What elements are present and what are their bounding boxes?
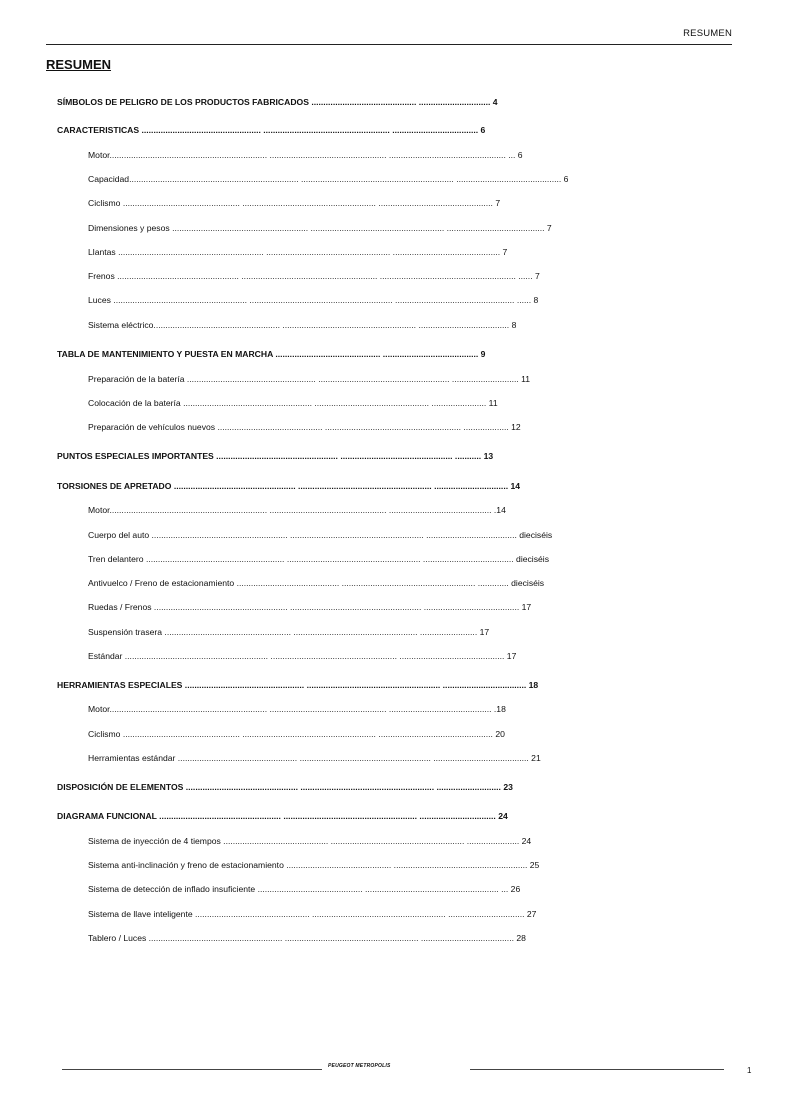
- toc-subsection-entry: Frenos ................................................... ......................................................... ......................................................... ...... 7: [88, 271, 540, 281]
- toc-subsection-entry: Sistema de llave inteligente ................................................ ........................................................ ................................ 27: [88, 909, 537, 919]
- toc-subsection-entry: Ruedas / Frenos ........................................................ ....................................................... ........................................ 17: [88, 602, 532, 612]
- toc-section-entry: DIAGRAMA FUNCIONAL ................................................... ........................................................ ................................ 24: [57, 811, 508, 821]
- toc-subsection-entry: Dimensiones y pesos ......................................................... ........................................................ ......................................... 7: [88, 223, 552, 233]
- toc-section-entry: TABLA DE MANTENIMIENTO Y PUESTA EN MARCHA ............................................ ........................................ 9: [57, 349, 486, 359]
- page-number: 1: [747, 1066, 752, 1075]
- toc-section-entry: HERRAMIENTAS ESPECIALES .................................................. ........................................................ ................................... 18: [57, 680, 539, 690]
- toc-section-entry: PUNTOS ESPECIALES IMPORTANTES ................................................... ............................................... ........... 13: [57, 451, 494, 461]
- toc-subsection-entry: Ciclismo ................................................. ........................................................ ................................................ 20: [88, 729, 505, 739]
- footer-brand: PEUGEOT METROPOLIS: [328, 1063, 391, 1069]
- toc-subsection-entry: Motor.................................................................. ................................................. ........................................... .18: [88, 704, 506, 714]
- toc-subsection-entry: Estándar ............................................................ ..................................................... ............................................ 17: [88, 651, 517, 661]
- toc-subsection-entry: Colocación de la batería ...................................................... ................................................ ....................... 11: [88, 398, 498, 408]
- toc-subsection-entry: Sistema de inyección de 4 tiempos ............................................ ........................................................ ...................... 24: [88, 836, 532, 846]
- toc-subsection-entry: Tren delantero .......................................................... ........................................................ ...................................... dieciséis: [88, 554, 549, 564]
- toc-subsection-entry: Ciclismo ................................................. ........................................................ ................................................ 7: [88, 198, 501, 208]
- toc-subsection-entry: Cuerpo del auto ......................................................... ........................................................ ...................................... dieciséis: [88, 530, 553, 540]
- footer-line-right: [470, 1069, 724, 1070]
- toc-subsection-entry: Tablero / Luces ........................................................ ........................................................ ....................................... 28: [88, 933, 526, 943]
- toc-subsection-entry: Luces ........................................................ ............................................................ .................................................. ...... 8: [88, 295, 539, 305]
- page-title: RESUMEN: [46, 57, 112, 72]
- toc-subsection-entry: Suspensión trasera ..................................................... .................................................... ........................ 17: [88, 627, 490, 637]
- toc-subsection-entry: Sistema anti-inclinación y freno de estacionamiento ............................................ ........................................................ 25: [88, 860, 540, 870]
- toc-subsection-entry: Motor.................................................................. ................................................. ................................................. ... 6: [88, 150, 523, 160]
- toc-section-entry: CARACTERISTICAS .................................................. ..................................................... .................................... 6: [57, 125, 486, 135]
- toc-subsection-entry: Preparación de vehículos nuevos ............................................ ......................................................... ................... 12: [88, 422, 521, 432]
- toc-subsection-entry: Sistema de detección de inflado insuficiente ............................................ ........................................................ ... 26: [88, 884, 521, 894]
- toc-subsection-entry: Preparación de la batería ...................................................... ....................................................... ............................ 11: [88, 374, 531, 384]
- toc-section-entry: DISPOSICIÓN DE ELEMENTOS ............................................... ........................................................ ........................... 23: [57, 782, 513, 792]
- toc-section-entry: SÍMBOLOS DE PELIGRO DE LOS PRODUCTOS FABRICADOS ............................................ .............................. 4: [57, 97, 498, 107]
- toc-subsection-entry: Antivuelco / Freno de estacionamiento ........................................... ........................................................ ............. dieciséis: [88, 578, 545, 588]
- toc-subsection-entry: Llantas ............................................................. .................................................... ............................................. 7: [88, 247, 508, 257]
- toc-section-entry: TORSIONES DE APRETADO ................................................... ........................................................ ............................... 14: [57, 481, 521, 491]
- footer-line-left: [62, 1069, 322, 1070]
- toc-subsection-entry: Herramientas estándar .................................................. ....................................................... ........................................ 21: [88, 753, 541, 763]
- toc-subsection-entry: Sistema eléctrico..................................................... ........................................................ ...................................... 8: [88, 320, 517, 330]
- toc-subsection-entry: Motor.................................................................. ................................................. ........................................... .14: [88, 505, 506, 515]
- header-label: RESUMEN: [683, 28, 732, 39]
- toc-subsection-entry: Capacidad....................................................................... ................................................................ ............................................ 6: [88, 174, 569, 184]
